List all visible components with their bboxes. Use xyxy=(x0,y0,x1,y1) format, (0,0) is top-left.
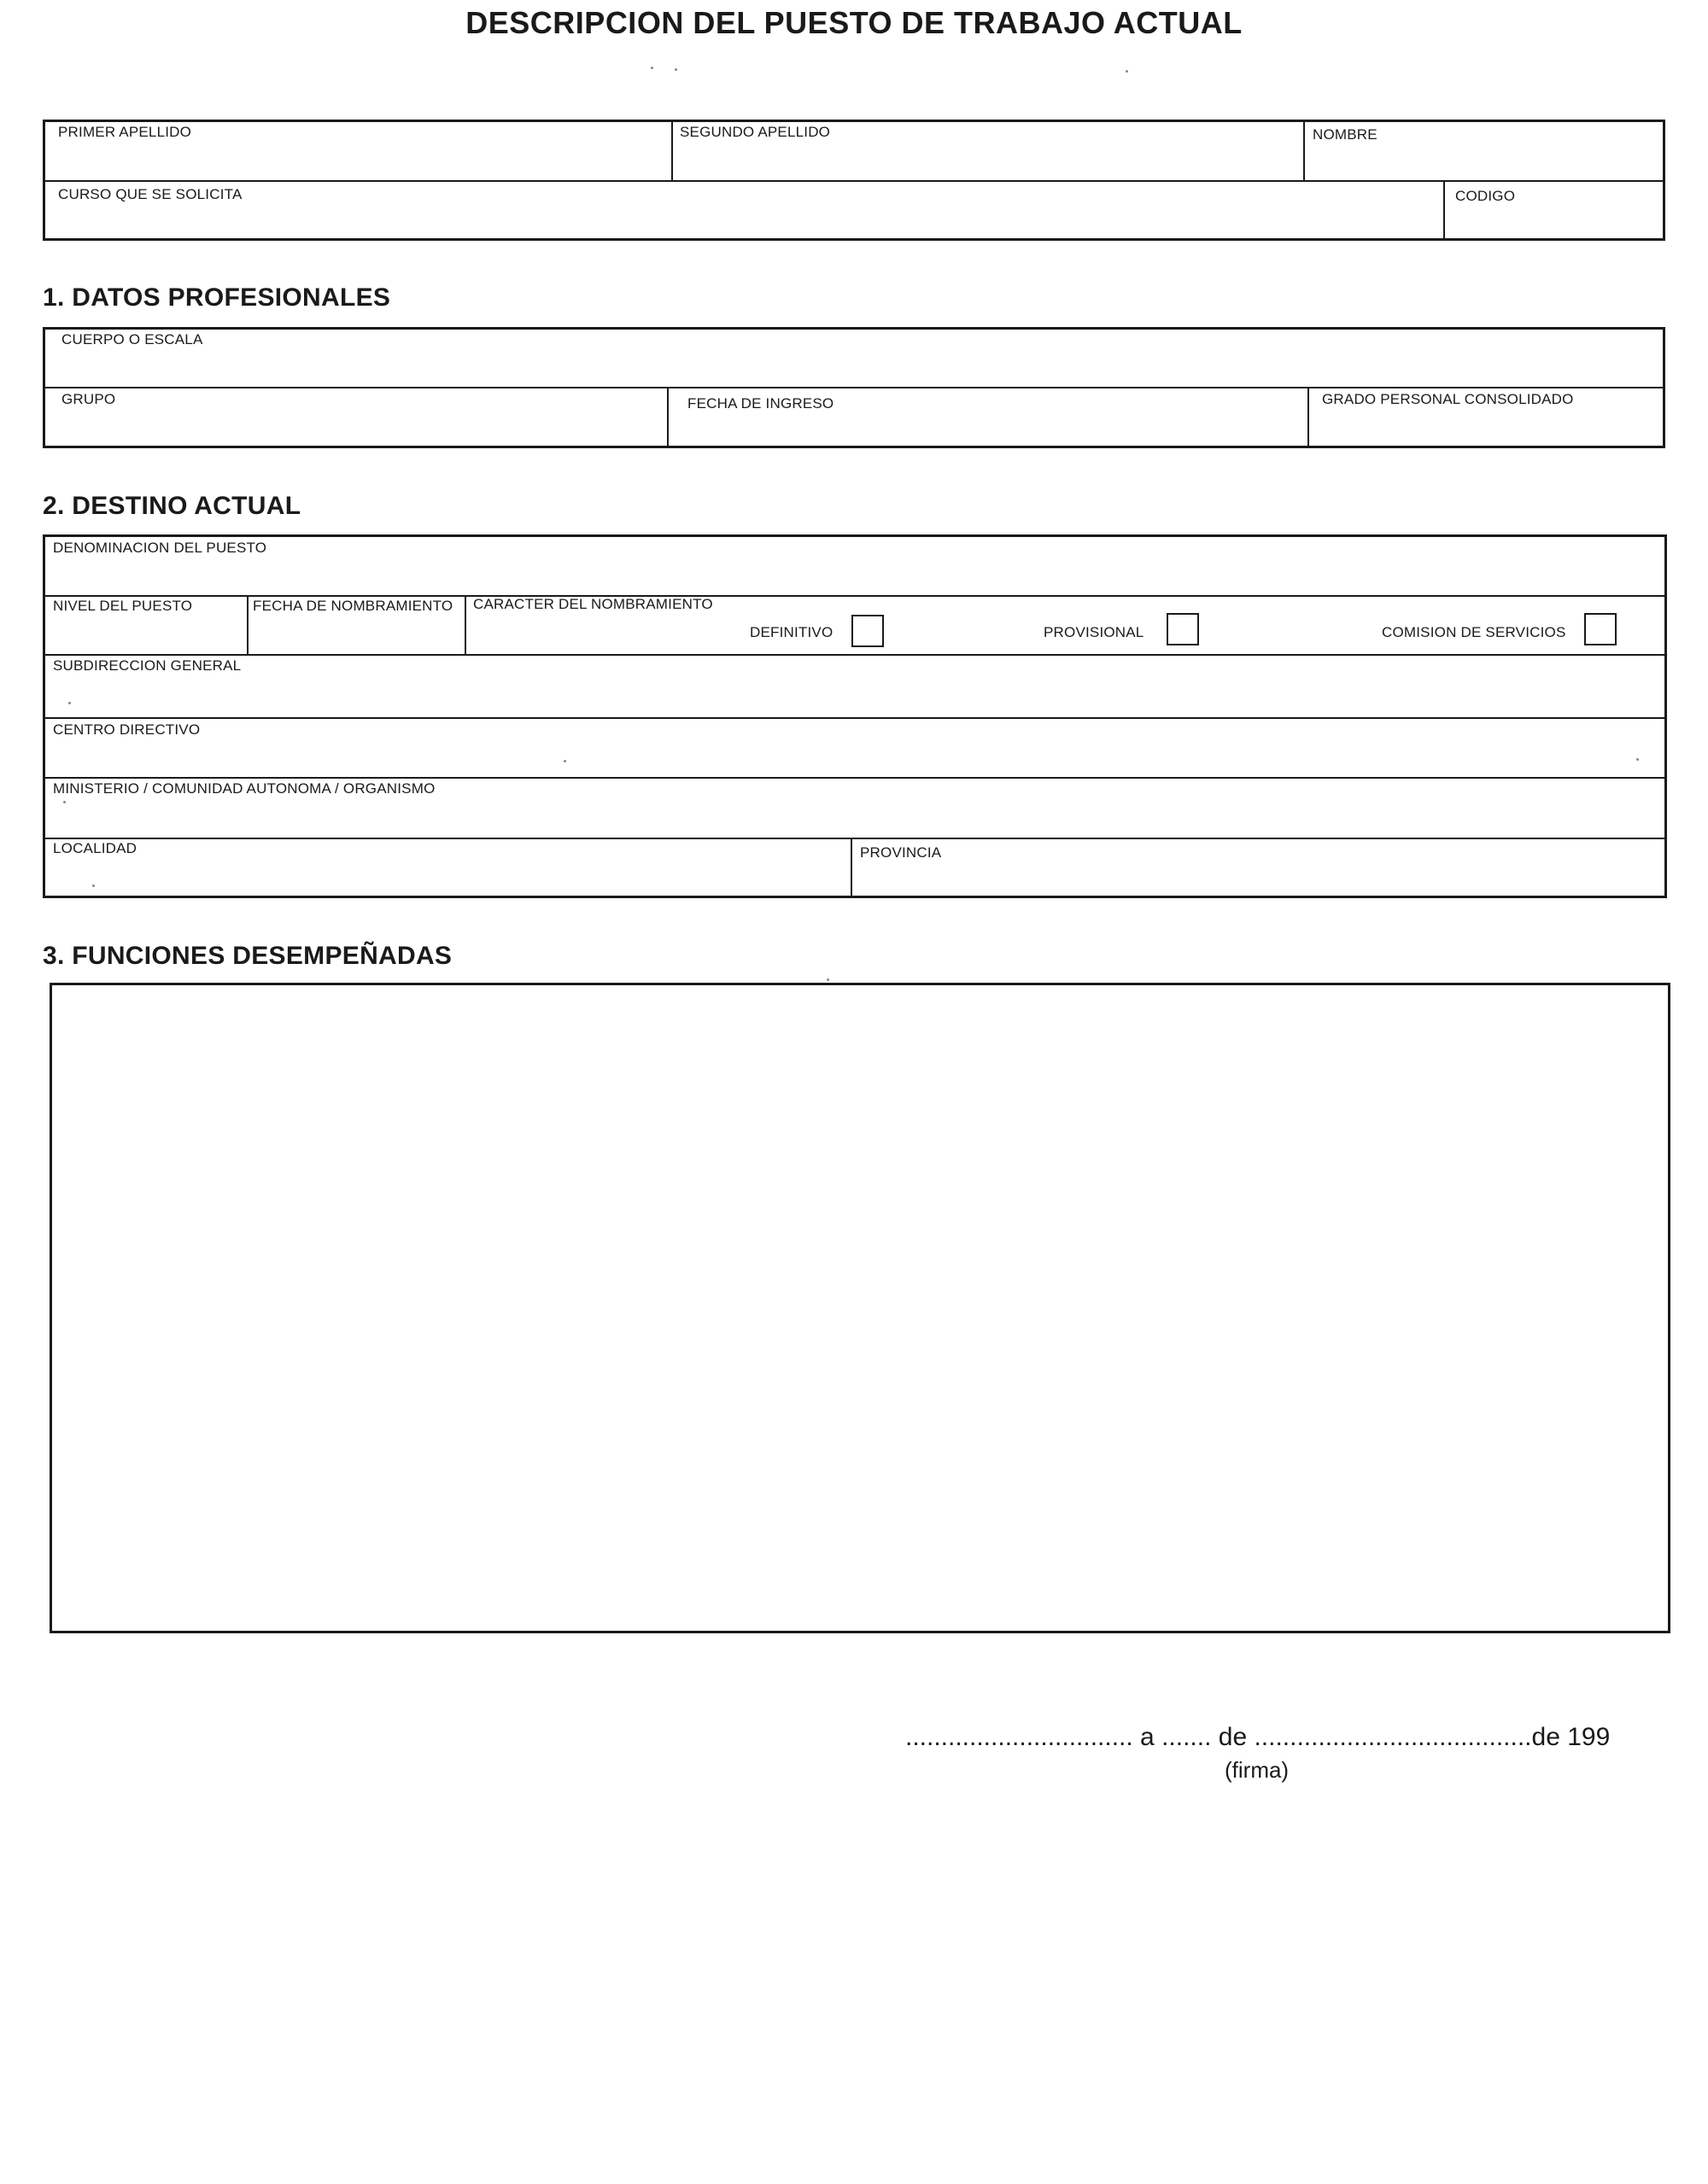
section-funciones-title: 3. FUNCIONES DESEMPEÑADAS xyxy=(43,942,453,970)
divider xyxy=(43,595,1667,597)
denominacion-puesto-field[interactable]: DENOMINACION DEL PUESTO xyxy=(53,540,267,556)
divider xyxy=(43,777,1667,779)
nombre-field[interactable]: NOMBRE xyxy=(1313,126,1378,143)
curso-field[interactable]: CURSO QUE SE SOLICITA xyxy=(58,186,243,202)
primer-apellido-field[interactable]: PRIMER APELLIDO xyxy=(58,124,192,140)
signature-date-line: ................................ a ....... de .......................................de 199 xyxy=(905,1723,1611,1751)
scan-speck xyxy=(651,67,653,69)
provisional-label: PROVISIONAL xyxy=(1044,624,1144,640)
scan-speck xyxy=(92,885,95,887)
divider xyxy=(43,387,1665,388)
definitivo-checkbox[interactable] xyxy=(851,615,884,647)
codigo-field[interactable]: CODIGO xyxy=(1455,188,1516,204)
fecha-nombramiento-field[interactable]: FECHA DE NOMBRAMIENTO xyxy=(253,598,453,614)
divider xyxy=(667,387,669,448)
scan-speck xyxy=(68,702,71,704)
localidad-field[interactable]: LOCALIDAD xyxy=(53,840,137,856)
nivel-puesto-field[interactable]: NIVEL DEL PUESTO xyxy=(53,598,193,614)
subdireccion-general-field[interactable]: SUBDIRECCION GENERAL xyxy=(53,657,242,674)
provisional-checkbox[interactable] xyxy=(1167,613,1199,645)
caracter-nombramiento-label: CARACTER DEL NOMBRAMIENTO xyxy=(473,596,713,612)
destino-actual-box xyxy=(43,534,1667,898)
divider xyxy=(1443,180,1445,241)
section-datos-profesionales-title: 1. DATOS PROFESIONALES xyxy=(43,283,391,312)
divider xyxy=(465,595,466,654)
divider xyxy=(1307,387,1309,448)
definitivo-label: DEFINITIVO xyxy=(750,624,834,640)
scan-speck xyxy=(827,978,829,981)
section-destino-actual-title: 2. DESTINO ACTUAL xyxy=(43,492,301,520)
funciones-desempenadas-textarea[interactable] xyxy=(50,983,1670,1633)
segundo-apellido-field[interactable]: SEGUNDO APELLIDO xyxy=(680,124,831,140)
divider xyxy=(1303,120,1305,181)
comision-servicios-label: COMISION DE SERVICIOS xyxy=(1382,624,1566,640)
grupo-field[interactable]: GRUPO xyxy=(61,391,116,407)
scan-speck xyxy=(63,801,66,803)
centro-directivo-field[interactable]: CENTRO DIRECTIVO xyxy=(53,721,201,738)
grado-personal-field[interactable]: GRADO PERSONAL CONSOLIDADO xyxy=(1322,391,1574,407)
page-title: DESCRIPCION DEL PUESTO DE TRABAJO ACTUAL xyxy=(465,5,1243,40)
divider xyxy=(671,120,673,181)
cuerpo-escala-field[interactable]: CUERPO O ESCALA xyxy=(61,331,203,347)
provincia-field[interactable]: PROVINCIA xyxy=(860,844,942,861)
comision-servicios-checkbox[interactable] xyxy=(1584,613,1617,645)
divider xyxy=(43,717,1667,719)
ministerio-field[interactable]: MINISTERIO / COMUNIDAD AUTONOMA / ORGANISMO xyxy=(53,780,436,797)
signature-caption: (firma) xyxy=(1225,1757,1290,1783)
fecha-ingreso-field[interactable]: FECHA DE INGRESO xyxy=(687,395,834,412)
divider xyxy=(247,595,249,654)
divider xyxy=(43,180,1665,182)
scan-speck xyxy=(564,760,566,762)
scan-speck xyxy=(1126,70,1128,73)
divider xyxy=(43,654,1667,656)
divider xyxy=(851,838,852,898)
scan-speck xyxy=(1636,758,1639,761)
divider xyxy=(43,838,1667,839)
scan-speck xyxy=(675,68,677,71)
